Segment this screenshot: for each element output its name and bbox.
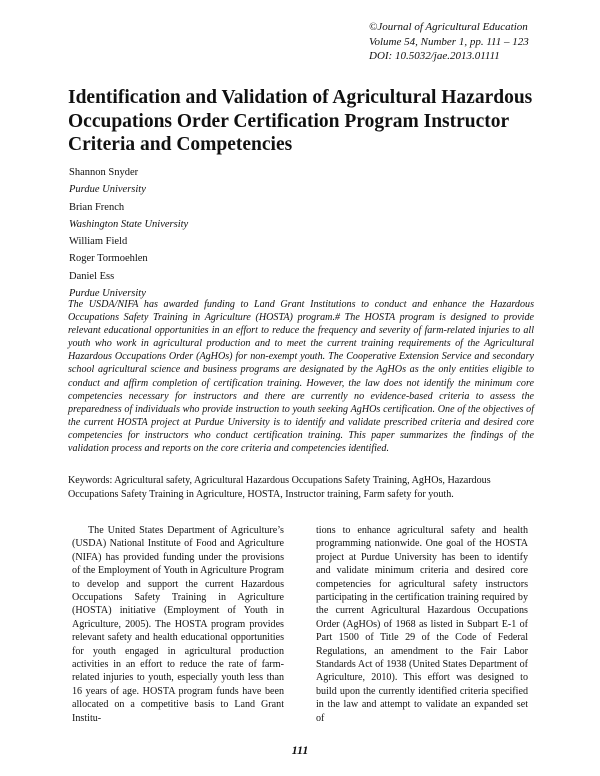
body-column-left: The United States Department of Agriculture’s (USDA) National Institute of Food and Agriculture (NIFA) has provided funding under the provisions of the Employment of Youth in Agriculture Program to develop and support the current Hazardous Occupations Safety Training in Agriculture (HOSTA) initiative (Employment of Youth in Agriculture, 2005). The HOSTA program provides relevant safety and health educational opportunities for youth engaged in agricultural production activities in an effort to reduce the rate of farm-related injuries to youth, especially youth less than 16 years of age. HOSTA program funds have been allocated on a competitive basis to Land Grant Institu-: [72, 525, 284, 724]
abstract: The USDA/NIFA has awarded funding to Land Grant Institutions to conduct and enhance the Hazardous Occupations Safety Training in Agriculture (HOSTA) program.# The HOSTA program is designed to provide relevant educational opportunities in an effort to reduce the frequency and severity of farm-related injuries to all youth who work in agricultural production and to meet the current training requirements of the Agricultural Hazardous Occupations Order (AgHOs) for non-exempt youth. The Cooperative Extension Service and secondary school agricultural science and business programs are designated by the AgHOs as the only entities eligible to conduct and affirm completion of certification training. However, the law does not identify the minimum core competencies necessary for instructors and there are currently no evidence-based criteria to assess the preparedness of individuals who provide instruction to youth seeking AgHOs certification. One of the objectives of the current HOSTA project at Purdue University is to identify and validate prescribed criteria and desired core competencies for instructors who conduct certification training. This paper summarizes the findings of the validation process and reports on the core criteria and competencies identified.: [68, 299, 534, 455]
author-affiliation: Purdue University: [69, 184, 146, 196]
author-name: Brian French: [69, 201, 125, 213]
journal-doi: DOI: 10.5032/jae.2013.01111: [369, 50, 500, 62]
author-affiliation: Washington State University: [69, 218, 189, 230]
author-name: William Field: [69, 236, 128, 248]
author-affiliation: Purdue University: [69, 288, 146, 300]
body-column-right: tions to enhance agricultural safety and health programming nationwide. One goal of the HOSTA project at Purdue University has been to identify and validate minimum criteria and desired core competencies for agricultural safety instructors participating in the certification training required by the current Agricultural Hazardous Occupations Order (AgHOs) of 1968 as listed in Subpart E-1 of Part 1500 of Title 29 of the Code of Federal Regulations, an amendment to the Fair Labor Standards Act of 1938 (United States Department of Agriculture, 2010). This effort was designed to build upon the currently identified criteria specified in the law and attempt to validate an expanded set of: [316, 525, 528, 724]
journal-name: ©Journal of Agricultural Education: [369, 21, 528, 33]
author-name: Shannon Snyder: [69, 167, 139, 178]
author-name: Daniel Ess: [69, 270, 115, 282]
keywords: Keywords: Agricultural safety, Agricultural Hazardous Occupations Safety Training, AgHOs, Hazardous Occupations Safety Training in Agriculture, HOSTA, Instructor training, Farm safety for youth.: [68, 475, 491, 500]
author-list: [69, 164, 188, 302]
author-name: Roger Tormoehlen: [69, 253, 148, 265]
page-number: 111: [291, 743, 309, 757]
journal-header: [369, 20, 589, 64]
journal-volume: Volume 54, Number 1, pp. 111 – 123: [369, 35, 529, 48]
paper-title: Identification and Validation of Agricultural Hazardous Occupations Order Certification Program Instructor Criteria and Competencies: [68, 87, 533, 155]
